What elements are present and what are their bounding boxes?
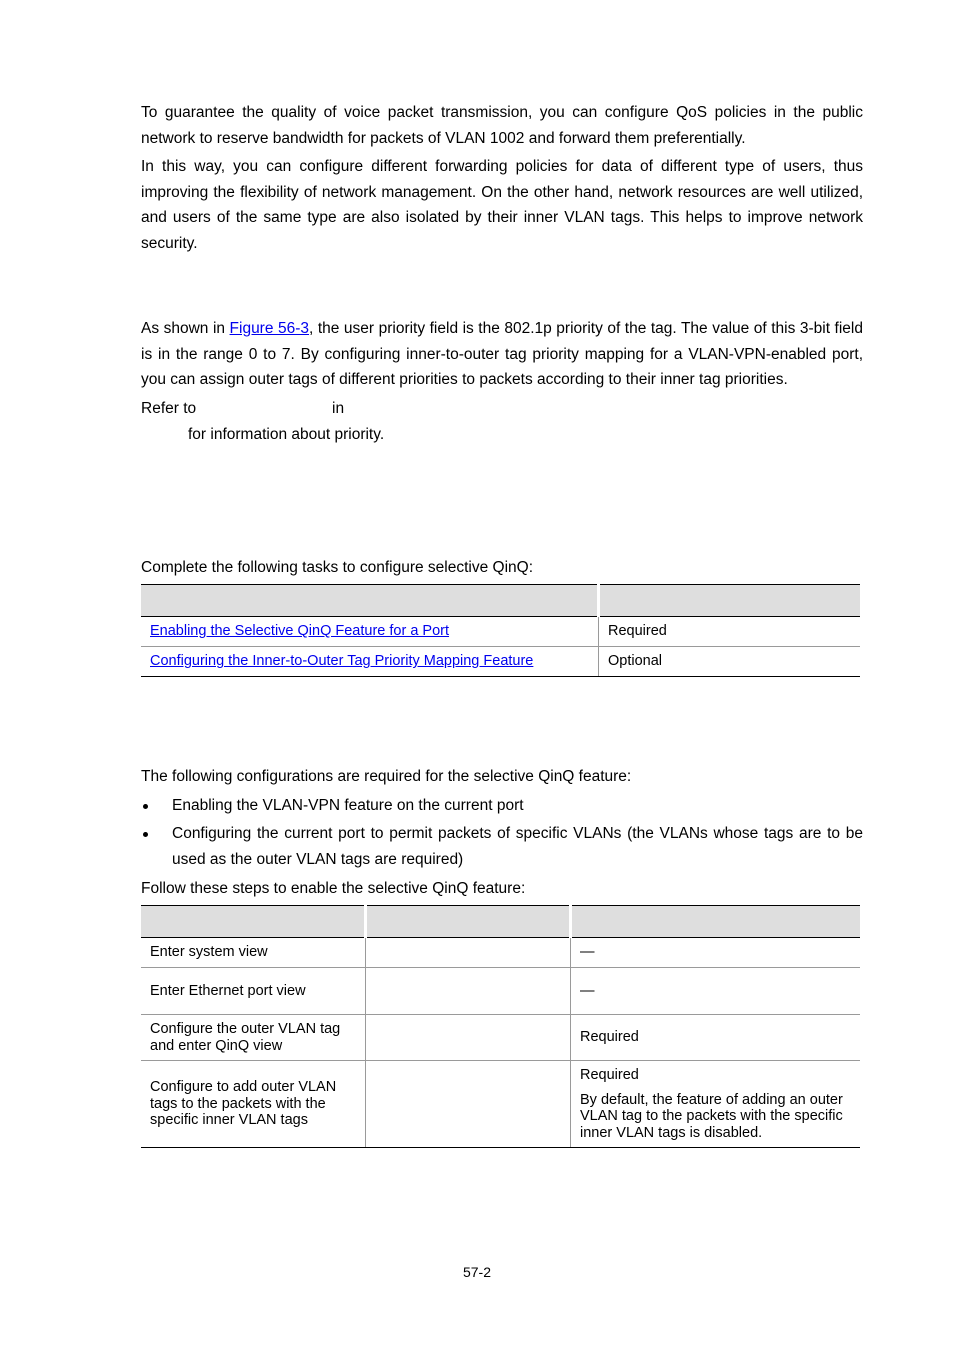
step-remark: —	[571, 938, 861, 968]
list-item-text: Enabling the VLAN-VPN feature on the current port	[172, 797, 524, 814]
step-operation: Enter system view	[141, 938, 366, 968]
steps-header-command	[366, 906, 571, 938]
priority-paragraph	[141, 316, 863, 393]
intro-paragraph-2: In this way, you can configure different forwarding policies for data of different type of users, thus improving the flexibility of network management. On the other hand, network resources are well utilized, and users of the same type are also isolated by their inner VLAN tags. This helps to improve network security.	[141, 158, 863, 252]
enable-intro: The following configurations are required for the selective QinQ feature:	[141, 768, 632, 785]
tasks-table-header	[141, 585, 860, 617]
step-remark: —	[571, 968, 861, 1015]
refer-to-text: Refer to	[141, 400, 197, 417]
step-remark-note: By default, the feature of adding an outer VLAN tag to the packets with the specific inner VLAN tags is disabled.	[580, 1091, 843, 1141]
task-remark: Required	[599, 617, 861, 647]
tasks-header-task	[141, 585, 599, 617]
requirements-list	[141, 793, 863, 875]
tasks-header-remark	[599, 585, 861, 617]
table-row	[141, 1015, 860, 1061]
task-link-enable-selective-qinq[interactable]: Enabling the Selective QinQ Feature for a Port	[141, 617, 599, 647]
steps-header-remarks	[571, 906, 861, 938]
refer-in-text: in	[332, 400, 345, 417]
task-link-priority-mapping[interactable]: Configuring the Inner-to-Outer Tag Priority Mapping Feature	[141, 647, 599, 677]
steps-table-header	[141, 906, 860, 938]
table-row	[141, 617, 860, 647]
tasks-table	[141, 584, 860, 677]
refer-tail-text: for information about priority.	[188, 426, 385, 443]
steps-intro: Follow these steps to enable the selective QinQ feature:	[141, 880, 526, 897]
step-operation: Configure to add outer VLAN tags to the packets with the specific inner VLAN tags	[141, 1061, 366, 1148]
bullet-dot-icon	[143, 804, 148, 809]
step-command	[366, 1061, 571, 1148]
step-operation: Configure the outer VLAN tag and enter QinQ view	[141, 1015, 366, 1061]
list-item-text: Configuring the current port to permit packets of specific VLANs (the VLANs whose tags are to be used as the outer VLAN tags are required)	[172, 825, 863, 868]
step-command	[366, 968, 571, 1015]
steps-table	[141, 905, 860, 1148]
table-row	[141, 968, 860, 1015]
priority-text-after: , the user priority field is the 802.1p priority of the tag. The value of this 3-bit field is in the range 0 to 7. By configuring inner-to-outer tag priority mapping for a VLAN-VPN-enabled port, you can assign outer tags of different priorities to packets according to their inner tag priorities.	[141, 320, 863, 388]
step-command	[366, 938, 571, 968]
step-remark: Required	[571, 1015, 861, 1061]
tasks-intro: Complete the following tasks to configure selective QinQ:	[141, 559, 533, 576]
page-number: 57-2	[462, 1264, 492, 1280]
bullet-dot-icon	[143, 832, 148, 837]
task-remark: Optional	[599, 647, 861, 677]
table-row	[141, 1061, 860, 1148]
figure-56-3-link[interactable]: Figure 56-3	[229, 320, 310, 337]
step-operation: Enter Ethernet port view	[141, 968, 366, 1015]
priority-text-before: As shown in	[141, 320, 230, 337]
table-row	[141, 938, 860, 968]
intro-paragraph-1: To guarantee the quality of voice packet transmission, you can configure QoS policies in the public network to reserve bandwidth for packets of VLAN 1002 and forward them preferentially.	[141, 104, 863, 147]
step-command	[366, 1015, 571, 1061]
step-remark-cell	[571, 1061, 861, 1148]
steps-header-operation	[141, 906, 366, 938]
step-remark: Required	[580, 1067, 639, 1083]
list-item	[141, 821, 863, 873]
list-item	[141, 793, 863, 819]
table-row	[141, 647, 860, 677]
